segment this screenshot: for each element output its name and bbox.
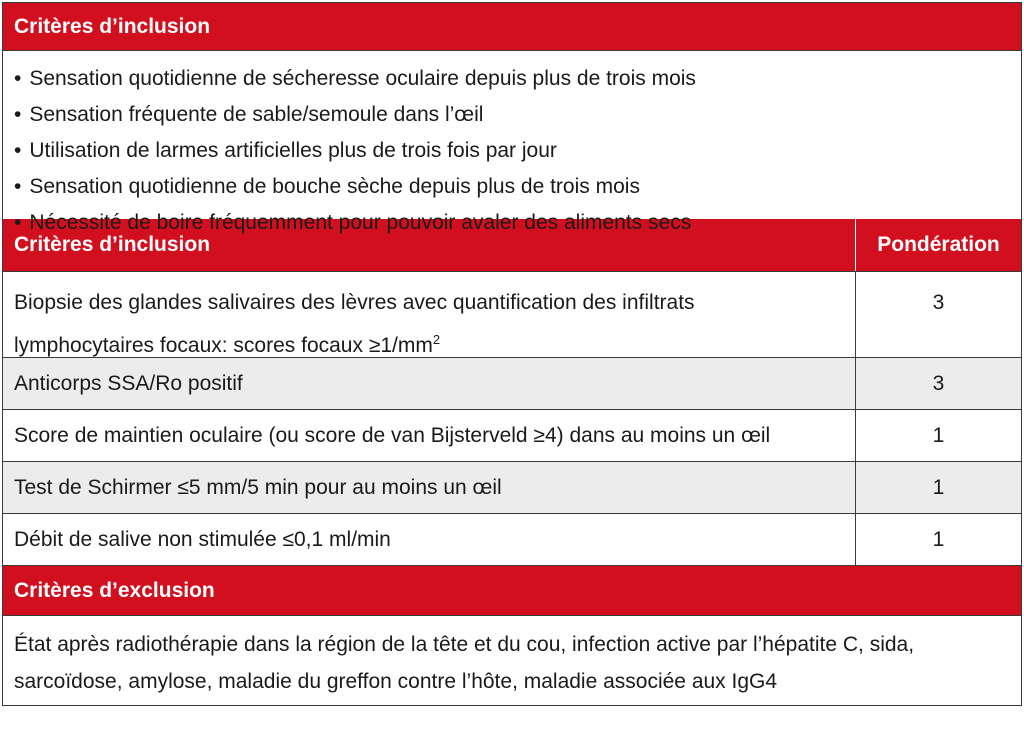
list-item: • Sensation quotidienne de sécheresse oculaire depuis plus de trois mois (14, 61, 1010, 97)
row-label: Anticorps SSA/Ro positif (3, 358, 856, 409)
list-item: • Sensation fréquente de sable/semoule dans l’œil (14, 97, 1010, 133)
exclusion-text (3, 615, 1021, 705)
criteria-table (2, 2, 1022, 706)
superscript: 2 (432, 332, 441, 347)
inclusion-header-1-label: Critères d’inclusion (14, 14, 211, 38)
row-weight: 1 (932, 423, 945, 447)
list-item: • Utilisation de larmes artificielles plus de trois fois par jour (14, 133, 1010, 169)
row-weight: 3 (932, 371, 945, 395)
inclusion-header-1 (3, 3, 1021, 50)
inclusion-header-2-label: Critères d’inclusion (14, 233, 211, 256)
inclusion-header-2 (3, 219, 1021, 271)
weight-header: Pondération (877, 233, 1000, 256)
exclusion-line1: État après radiothérapie dans la région de la tête et du cou, infection active par l’hépatite C, sida, (14, 633, 915, 656)
inclusion-bullet-list (3, 50, 1021, 234)
table-row (3, 513, 1021, 565)
exclusion-header-label: Critères d’exclusion (14, 578, 215, 602)
table-row (3, 357, 1021, 409)
row-label: Test de Schirmer ≤5 mm/5 min pour au moins un œil (3, 462, 856, 513)
row-label: Débit de salive non stimulée ≤0,1 ml/min (3, 514, 856, 565)
list-item: • Sensation quotidienne de bouche sèche depuis plus de trois mois (14, 169, 1010, 205)
row-label: Score de maintien oculaire (ou score de van Bijsterveld ≥4) dans au moins un œil (3, 410, 856, 461)
row-weight: 1 (932, 527, 945, 551)
row-weight: 1 (932, 475, 945, 499)
table-row (3, 409, 1021, 461)
exclusion-line2: sarcoïdose, amylose, maladie du greffon contre l’hôte, maladie associée aux IgG4 (14, 670, 778, 693)
table-row (3, 271, 1021, 357)
row-label-line1: Biopsie des glandes salivaires des lèvres avec quantification des infiltrats (14, 291, 695, 314)
row-weight: 3 (932, 291, 945, 314)
list-item: • Nécessité de boire fréquemment pour pouvoir avaler des aliments secs (14, 205, 1010, 241)
table-row (3, 461, 1021, 513)
row-label-line2: lymphocytaires focaux: scores focaux ≥1/mm (14, 334, 433, 357)
exclusion-header (3, 565, 1021, 615)
